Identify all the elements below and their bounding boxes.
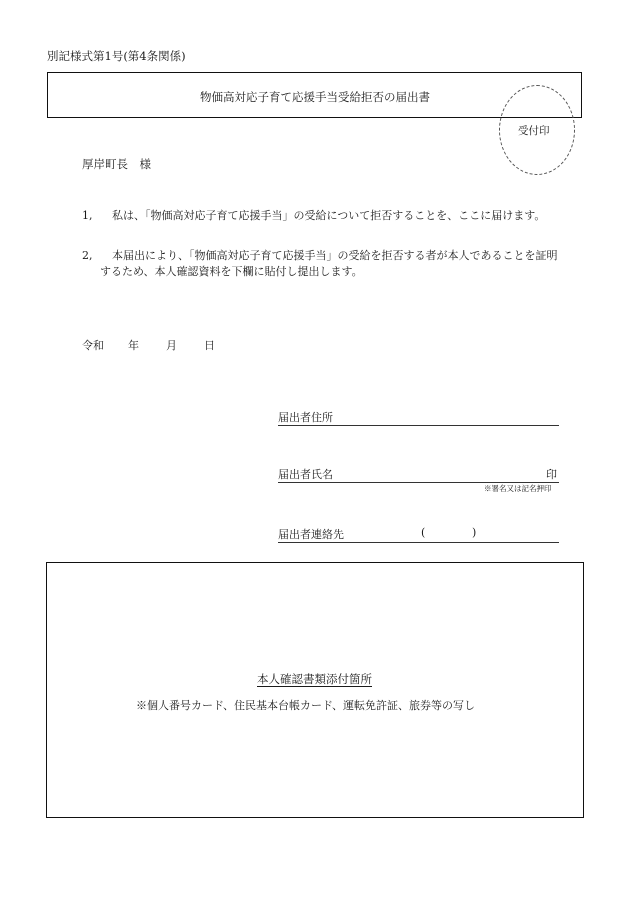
seal-mark: 印: [546, 468, 557, 481]
statement-item-1: [82, 208, 562, 224]
reception-stamp-label: 受付印: [518, 125, 550, 137]
applicant-contact-label: 届出者連絡先: [278, 528, 344, 541]
applicant-address-field[interactable]: [278, 409, 559, 426]
addressee: 厚岸町長 様: [82, 157, 151, 171]
date-month: 月: [166, 339, 177, 352]
form-number-label: 別記様式第1号(第4条関係): [47, 49, 186, 63]
applicant-name-field[interactable]: [278, 466, 559, 483]
signature-note: ※署名又は記名押印: [484, 484, 552, 493]
date-day: 日: [204, 339, 215, 352]
attachment-title: 本人確認書類添付箇所: [257, 672, 372, 686]
item-text: 本届出により、「物価高対応子育て応援手当」の受給を拒否する者が本人であることを証明するため、本人確認資料を下欄に貼付し提出します。: [100, 249, 558, 278]
applicant-contact-field[interactable]: [278, 526, 559, 543]
date-year: 年: [128, 339, 139, 352]
item-text: 私は、「物価高対応子育て応援手当」の受給について拒否することを、ここに届けます。: [112, 209, 546, 222]
attachment-note: ※個人番号カード、住民基本台帳カード、運転免許証、旅券等の写し: [136, 699, 476, 712]
item-number: 2,: [82, 249, 93, 262]
contact-paren-open: (: [421, 526, 426, 539]
item-number: 1,: [82, 209, 93, 222]
applicant-name-label: 届出者氏名: [278, 468, 333, 481]
date-field[interactable]: [82, 337, 215, 353]
statement-item-2: [82, 248, 562, 280]
applicant-address-label: 届出者住所: [278, 411, 333, 424]
date-era: 令和: [82, 339, 104, 352]
document-title: 物価高対応子育て応援手当受給拒否の届出書: [200, 90, 430, 104]
id-document-attachment-area[interactable]: [46, 562, 584, 818]
contact-paren-close: ): [472, 526, 477, 539]
